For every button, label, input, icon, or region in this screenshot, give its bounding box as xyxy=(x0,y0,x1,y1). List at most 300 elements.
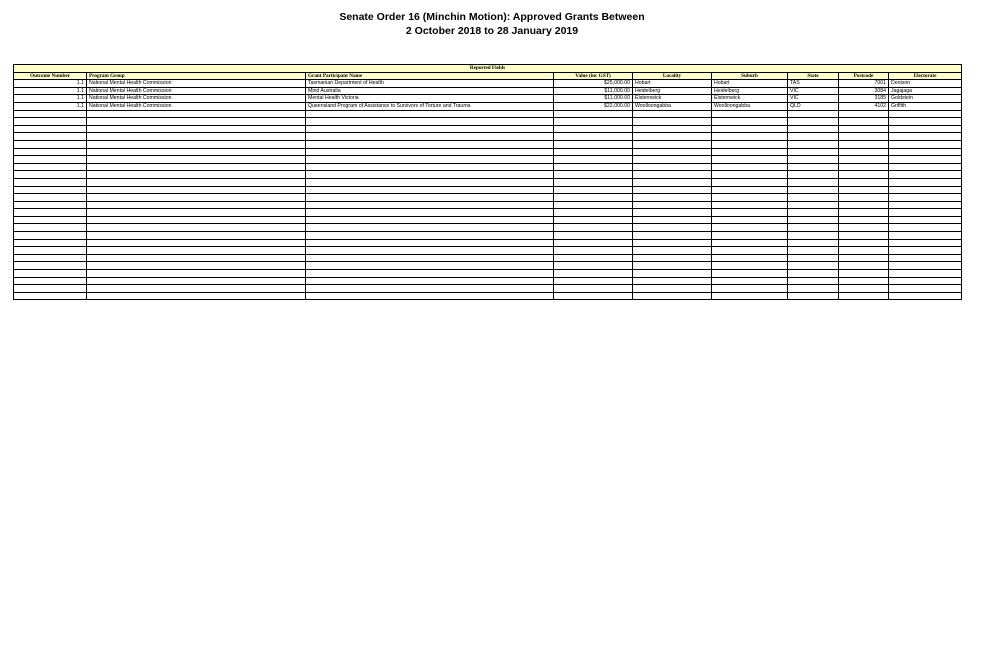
empty-cell xyxy=(633,277,712,285)
empty-cell xyxy=(87,118,306,126)
empty-cell xyxy=(87,270,306,278)
empty-cell xyxy=(87,216,306,224)
empty-cell xyxy=(788,133,839,141)
empty-cell xyxy=(87,194,306,202)
empty-cell xyxy=(712,186,788,194)
empty-cell xyxy=(839,224,889,232)
empty-cell xyxy=(889,239,962,247)
empty-cell xyxy=(839,125,889,133)
empty-cell xyxy=(14,292,87,300)
empty-cell xyxy=(839,201,889,209)
cell-locality: Woolloongabba xyxy=(633,102,712,110)
empty-cell xyxy=(889,270,962,278)
empty-cell xyxy=(306,201,554,209)
header-suburb: Suburb xyxy=(712,72,788,80)
empty-cell xyxy=(712,178,788,186)
empty-cell xyxy=(839,163,889,171)
empty-cell xyxy=(554,254,633,262)
empty-cell xyxy=(87,239,306,247)
empty-cell xyxy=(14,232,87,240)
empty-cell xyxy=(839,133,889,141)
cell-suburb: Woolloongabba xyxy=(712,102,788,110)
empty-cell xyxy=(306,163,554,171)
empty-cell xyxy=(87,110,306,118)
empty-cell xyxy=(14,209,87,217)
empty-cell xyxy=(712,209,788,217)
empty-cell xyxy=(633,156,712,164)
empty-cell xyxy=(889,232,962,240)
cell-electorate: Jagajaga xyxy=(889,87,962,95)
empty-cell xyxy=(306,292,554,300)
cell-value: $25,000.00 xyxy=(554,80,633,88)
empty-cell xyxy=(87,285,306,293)
empty-cell xyxy=(554,270,633,278)
empty-cell xyxy=(14,118,87,126)
empty-cell xyxy=(554,125,633,133)
empty-cell xyxy=(839,216,889,224)
empty-cell xyxy=(839,156,889,164)
empty-cell xyxy=(87,171,306,179)
cell-outcome-number: 1.1 xyxy=(14,102,87,110)
empty-cell xyxy=(889,262,962,270)
empty-cell xyxy=(14,171,87,179)
empty-cell xyxy=(839,277,889,285)
cell-electorate: Griffith xyxy=(889,102,962,110)
empty-cell xyxy=(633,285,712,293)
empty-cell xyxy=(889,148,962,156)
cell-value: $22,000.00 xyxy=(554,102,633,110)
empty-cell xyxy=(633,163,712,171)
cell-postcode: 4102 xyxy=(839,102,889,110)
empty-row xyxy=(14,201,962,209)
empty-cell xyxy=(712,171,788,179)
empty-cell xyxy=(839,110,889,118)
empty-cell xyxy=(633,224,712,232)
reported-fields-band: Reported Fields xyxy=(14,65,962,73)
empty-cell xyxy=(87,292,306,300)
empty-cell xyxy=(554,262,633,270)
empty-cell xyxy=(14,247,87,255)
empty-cell xyxy=(889,194,962,202)
table-row xyxy=(14,80,962,88)
empty-cell xyxy=(306,140,554,148)
empty-row xyxy=(14,156,962,164)
empty-cell xyxy=(712,125,788,133)
empty-cell xyxy=(839,270,889,278)
empty-row xyxy=(14,133,962,141)
cell-state: VIC xyxy=(788,87,839,95)
cell-program-group: National Mental Health Commission xyxy=(87,102,306,110)
empty-cell xyxy=(14,110,87,118)
empty-cell xyxy=(554,201,633,209)
empty-row xyxy=(14,292,962,300)
empty-cell xyxy=(14,270,87,278)
empty-cell xyxy=(306,277,554,285)
empty-cell xyxy=(788,262,839,270)
empty-cell xyxy=(788,292,839,300)
empty-cell xyxy=(87,277,306,285)
empty-cell xyxy=(712,216,788,224)
empty-cell xyxy=(554,133,633,141)
empty-cell xyxy=(712,292,788,300)
empty-cell xyxy=(839,118,889,126)
empty-cell xyxy=(554,232,633,240)
empty-cell xyxy=(889,277,962,285)
empty-cell xyxy=(633,171,712,179)
empty-cell xyxy=(712,118,788,126)
empty-row xyxy=(14,224,962,232)
cell-postcode: 3084 xyxy=(839,87,889,95)
empty-cell xyxy=(633,140,712,148)
empty-cell xyxy=(889,178,962,186)
empty-cell xyxy=(788,163,839,171)
empty-cell xyxy=(306,254,554,262)
empty-cell xyxy=(14,239,87,247)
cell-locality: Heidelberg xyxy=(633,87,712,95)
empty-cell xyxy=(306,194,554,202)
empty-cell xyxy=(712,277,788,285)
empty-cell xyxy=(889,133,962,141)
empty-cell xyxy=(788,140,839,148)
empty-cell xyxy=(554,163,633,171)
cell-postcode: 3185 xyxy=(839,95,889,103)
cell-locality: Hobart xyxy=(633,80,712,88)
empty-cell xyxy=(87,133,306,141)
empty-cell xyxy=(788,171,839,179)
empty-cell xyxy=(633,262,712,270)
empty-cell xyxy=(788,247,839,255)
empty-cell xyxy=(839,254,889,262)
empty-cell xyxy=(889,118,962,126)
empty-cell xyxy=(839,148,889,156)
empty-cell xyxy=(889,171,962,179)
empty-cell xyxy=(14,262,87,270)
empty-cell xyxy=(306,247,554,255)
empty-cell xyxy=(839,171,889,179)
title-line-2: 2 October 2018 to 28 January 2019 xyxy=(405,25,579,37)
empty-cell xyxy=(889,292,962,300)
empty-cell xyxy=(712,110,788,118)
empty-cell xyxy=(87,262,306,270)
empty-cell xyxy=(633,232,712,240)
empty-cell xyxy=(306,209,554,217)
empty-cell xyxy=(712,133,788,141)
empty-row xyxy=(14,178,962,186)
empty-cell xyxy=(839,292,889,300)
empty-cell xyxy=(839,209,889,217)
table-row xyxy=(14,95,962,103)
empty-cell xyxy=(554,247,633,255)
cell-program-group: National Mental Health Commission xyxy=(87,87,306,95)
cell-locality: Elsternwick xyxy=(633,95,712,103)
empty-cell xyxy=(889,163,962,171)
empty-cell xyxy=(712,239,788,247)
empty-cell xyxy=(14,224,87,232)
empty-cell xyxy=(788,216,839,224)
empty-cell xyxy=(14,254,87,262)
empty-cell xyxy=(306,133,554,141)
cell-postcode: 7001 xyxy=(839,80,889,88)
empty-cell xyxy=(633,110,712,118)
empty-cell xyxy=(839,247,889,255)
empty-cell xyxy=(712,156,788,164)
header-state: State xyxy=(788,72,839,80)
empty-cell xyxy=(839,239,889,247)
empty-cell xyxy=(14,163,87,171)
empty-cell xyxy=(87,201,306,209)
empty-cell xyxy=(788,285,839,293)
cell-value: $11,000.00 xyxy=(554,95,633,103)
empty-cell xyxy=(712,262,788,270)
empty-cell xyxy=(633,186,712,194)
empty-cell xyxy=(554,285,633,293)
empty-cell xyxy=(306,232,554,240)
empty-cell xyxy=(554,118,633,126)
table-row xyxy=(14,102,962,110)
empty-row xyxy=(14,247,962,255)
empty-cell xyxy=(14,140,87,148)
header-electorate: Electorate xyxy=(889,72,962,80)
cell-value: $11,000.00 xyxy=(554,87,633,95)
empty-cell xyxy=(554,186,633,194)
cell-suburb: Elsternwick xyxy=(712,95,788,103)
empty-cell xyxy=(788,118,839,126)
empty-cell xyxy=(889,156,962,164)
empty-cell xyxy=(633,270,712,278)
empty-cell xyxy=(14,285,87,293)
cell-state: QLD xyxy=(788,102,839,110)
empty-cell xyxy=(87,125,306,133)
empty-cell xyxy=(839,186,889,194)
empty-cell xyxy=(306,262,554,270)
empty-cell xyxy=(554,209,633,217)
empty-cell xyxy=(14,133,87,141)
empty-cell xyxy=(306,224,554,232)
empty-cell xyxy=(554,277,633,285)
empty-cell xyxy=(14,201,87,209)
empty-cell xyxy=(87,247,306,255)
header-postcode: Postcode xyxy=(839,72,889,80)
empty-cell xyxy=(306,216,554,224)
empty-cell xyxy=(788,209,839,217)
cell-state: VIC xyxy=(788,95,839,103)
empty-cell xyxy=(554,292,633,300)
empty-cell xyxy=(889,140,962,148)
cell-outcome-number: 1.1 xyxy=(14,80,87,88)
empty-cell xyxy=(889,254,962,262)
empty-cell xyxy=(839,232,889,240)
empty-cell xyxy=(554,216,633,224)
empty-cell xyxy=(87,178,306,186)
empty-cell xyxy=(554,224,633,232)
empty-cell xyxy=(306,186,554,194)
cell-grant-participant: Tasmanian Department of Health xyxy=(306,80,554,88)
empty-cell xyxy=(306,156,554,164)
empty-cell xyxy=(712,270,788,278)
empty-cell xyxy=(633,209,712,217)
cell-suburb: Hobart xyxy=(712,80,788,88)
empty-cell xyxy=(712,201,788,209)
empty-cell xyxy=(87,148,306,156)
empty-cell xyxy=(788,148,839,156)
empty-cell xyxy=(788,201,839,209)
empty-cell xyxy=(712,163,788,171)
empty-row xyxy=(14,285,962,293)
empty-cell xyxy=(788,254,839,262)
empty-cell xyxy=(14,216,87,224)
empty-row xyxy=(14,277,962,285)
empty-cell xyxy=(14,125,87,133)
empty-cell xyxy=(788,270,839,278)
empty-cell xyxy=(839,178,889,186)
empty-cell xyxy=(633,148,712,156)
empty-cell xyxy=(306,148,554,156)
empty-row xyxy=(14,194,962,202)
empty-cell xyxy=(889,110,962,118)
empty-row xyxy=(14,110,962,118)
empty-cell xyxy=(87,186,306,194)
empty-cell xyxy=(554,148,633,156)
empty-cell xyxy=(306,171,554,179)
empty-cell xyxy=(889,125,962,133)
empty-cell xyxy=(633,194,712,202)
empty-cell xyxy=(788,239,839,247)
cell-program-group: National Mental Health Commission xyxy=(87,95,306,103)
empty-cell xyxy=(554,110,633,118)
empty-cell xyxy=(633,216,712,224)
cell-state: TAS xyxy=(788,80,839,88)
empty-cell xyxy=(554,140,633,148)
empty-cell xyxy=(788,232,839,240)
header-value: Value (inc GST) xyxy=(554,72,633,80)
empty-cell xyxy=(788,125,839,133)
empty-cell xyxy=(306,118,554,126)
empty-row xyxy=(14,262,962,270)
empty-cell xyxy=(633,178,712,186)
empty-cell xyxy=(712,254,788,262)
header-program-group: Program Group xyxy=(87,72,306,80)
empty-cell xyxy=(87,156,306,164)
empty-cell xyxy=(839,194,889,202)
empty-cell xyxy=(788,186,839,194)
empty-row xyxy=(14,254,962,262)
empty-row xyxy=(14,216,962,224)
empty-cell xyxy=(633,133,712,141)
empty-cell xyxy=(306,285,554,293)
empty-row xyxy=(14,270,962,278)
table-row xyxy=(14,87,962,95)
header-outcome-number: Outcome Number xyxy=(14,72,87,80)
empty-cell xyxy=(839,262,889,270)
header-grant-participant-name: Grant Participant Name xyxy=(306,72,554,80)
cell-grant-participant: Queensland Program of Assistance to Survivors of Torture and Trauma xyxy=(306,102,554,110)
empty-cell xyxy=(788,110,839,118)
grants-table xyxy=(13,64,962,300)
cell-grant-participant: Mind Australia xyxy=(306,87,554,95)
empty-cell xyxy=(306,270,554,278)
empty-row xyxy=(14,232,962,240)
empty-cell xyxy=(889,201,962,209)
header-locality: Locality xyxy=(633,72,712,80)
empty-cell xyxy=(788,277,839,285)
empty-cell xyxy=(14,277,87,285)
empty-cell xyxy=(788,224,839,232)
empty-cell xyxy=(14,178,87,186)
empty-row xyxy=(14,148,962,156)
empty-cell xyxy=(14,194,87,202)
empty-cell xyxy=(788,194,839,202)
empty-cell xyxy=(839,140,889,148)
table-body xyxy=(14,80,962,300)
empty-cell xyxy=(87,163,306,171)
empty-cell xyxy=(554,178,633,186)
empty-cell xyxy=(306,178,554,186)
empty-cell xyxy=(889,285,962,293)
cell-suburb: Heidelberg xyxy=(712,87,788,95)
empty-cell xyxy=(712,148,788,156)
empty-cell xyxy=(306,110,554,118)
cell-outcome-number: 1.1 xyxy=(14,87,87,95)
empty-cell xyxy=(87,232,306,240)
empty-cell xyxy=(889,186,962,194)
empty-cell xyxy=(712,232,788,240)
empty-cell xyxy=(87,209,306,217)
empty-cell xyxy=(712,247,788,255)
empty-cell xyxy=(889,216,962,224)
empty-cell xyxy=(306,239,554,247)
empty-cell xyxy=(633,254,712,262)
empty-cell xyxy=(554,194,633,202)
empty-row xyxy=(14,186,962,194)
empty-row xyxy=(14,140,962,148)
empty-row xyxy=(14,239,962,247)
empty-cell xyxy=(712,285,788,293)
empty-cell xyxy=(633,118,712,126)
empty-cell xyxy=(633,125,712,133)
empty-cell xyxy=(788,156,839,164)
cell-electorate: Denison xyxy=(889,80,962,88)
empty-cell xyxy=(87,254,306,262)
page-title xyxy=(0,10,984,38)
empty-cell xyxy=(633,239,712,247)
empty-cell xyxy=(712,194,788,202)
empty-cell xyxy=(87,224,306,232)
empty-row xyxy=(14,209,962,217)
cell-grant-participant: Mental Health Victoria xyxy=(306,95,554,103)
empty-cell xyxy=(633,201,712,209)
cell-program-group: National Mental Health Commission xyxy=(87,80,306,88)
cell-electorate: Goldstein xyxy=(889,95,962,103)
empty-row xyxy=(14,163,962,171)
empty-cell xyxy=(839,285,889,293)
empty-cell xyxy=(633,247,712,255)
empty-cell xyxy=(889,224,962,232)
empty-cell xyxy=(889,209,962,217)
empty-cell xyxy=(14,156,87,164)
empty-cell xyxy=(554,156,633,164)
empty-row xyxy=(14,118,962,126)
empty-cell xyxy=(87,140,306,148)
empty-cell xyxy=(554,239,633,247)
empty-cell xyxy=(554,171,633,179)
empty-cell xyxy=(712,140,788,148)
empty-cell xyxy=(633,292,712,300)
empty-cell xyxy=(788,178,839,186)
empty-cell xyxy=(712,224,788,232)
title-line-1: Senate Order 16 (Minchin Motion): Approved Grants Between xyxy=(339,11,645,23)
empty-row xyxy=(14,171,962,179)
empty-cell xyxy=(306,125,554,133)
